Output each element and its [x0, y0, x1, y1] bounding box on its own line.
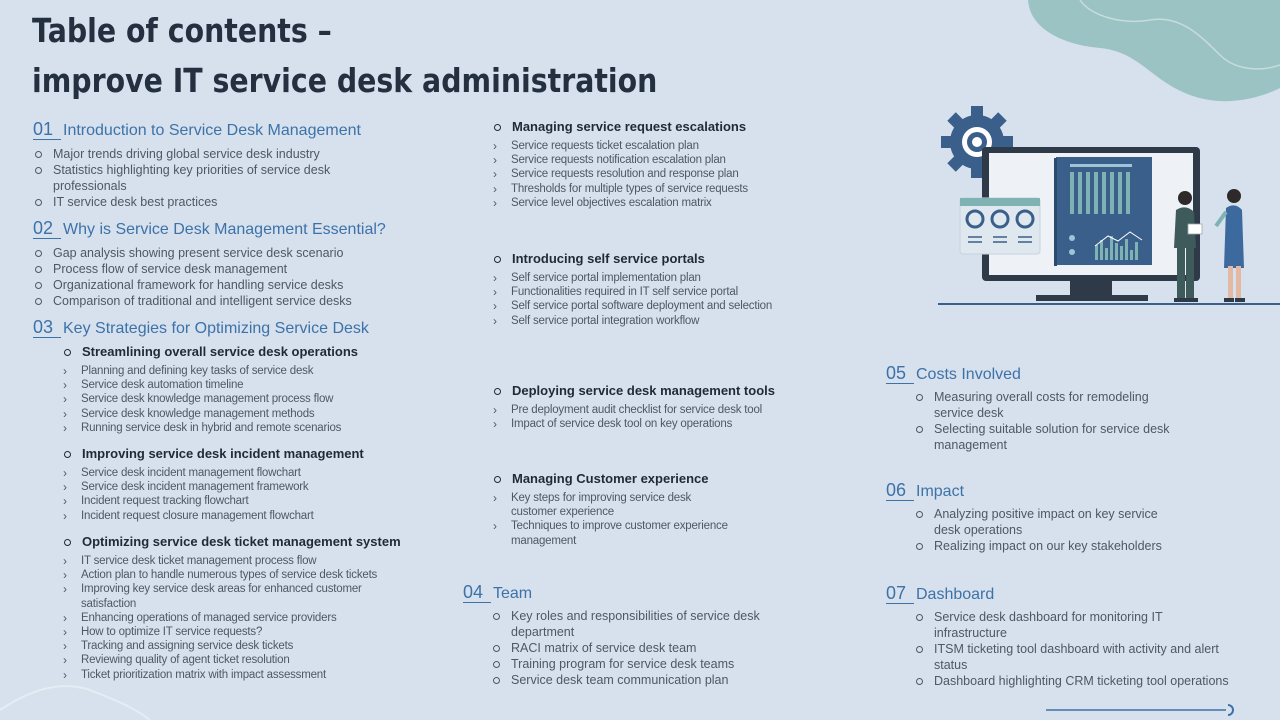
section-items: [914, 389, 1204, 453]
title-line-2: improve IT service desk administration: [32, 61, 658, 100]
subsection-tools: [492, 382, 822, 431]
subsection-heading: Deploying service desk management tools: [492, 382, 822, 400]
section-number: 02: [33, 219, 61, 239]
list-item: Key roles and responsibilities of service desk department: [491, 608, 761, 640]
section-header: [886, 364, 1266, 384]
section-title: Impact: [916, 483, 965, 500]
subsection-items: [62, 554, 412, 682]
list-item: › IT service desk ticket management process flow: [62, 554, 412, 568]
subsection-heading: Streamlining overall service desk operations: [62, 343, 442, 361]
list-item: › Service desk incident management framework: [62, 480, 442, 494]
list-item: › Service requests ticket escalation plan: [492, 139, 822, 153]
section-title: Costs Involved: [916, 366, 1021, 383]
list-item: Service desk team communication plan: [491, 672, 761, 688]
subsection-items: [492, 403, 822, 431]
list-item: Process flow of service desk management: [33, 261, 433, 277]
list-item: › Self service portal implementation plan: [492, 271, 792, 285]
section-header: [33, 120, 453, 140]
section-header: [463, 583, 793, 603]
list-item: Statistics highlighting key priorities of service desk professionals: [33, 162, 363, 194]
subsection-items: [62, 364, 442, 435]
subsection-items: [492, 271, 792, 328]
list-item: › Enhancing operations of managed service providers: [62, 611, 412, 625]
list-item: › Service desk automation timeline: [62, 378, 442, 392]
subsection-heading: Managing Customer experience: [492, 470, 822, 488]
section-number: 07: [886, 584, 914, 604]
list-item: › Incident request closure management flowchart: [62, 509, 442, 523]
list-item: › Running service desk in hybrid and remote scenarios: [62, 421, 442, 435]
subsection-items: [492, 491, 732, 548]
list-item: › Service desk knowledge management process flow: [62, 392, 442, 406]
subsection-streamlining: [62, 343, 442, 435]
list-item: Gap analysis showing present service desk scenario: [33, 245, 433, 261]
section-header: [33, 318, 453, 338]
subsection-heading: Introducing self service portals: [492, 250, 822, 268]
section-title: Team: [493, 585, 533, 602]
section-01: [33, 120, 453, 210]
list-item: › Reviewing quality of agent ticket resolution: [62, 653, 412, 667]
list-item: › How to optimize IT service requests?: [62, 625, 412, 639]
section-items: [914, 506, 1214, 554]
list-item: › Self service portal software deployment and selection: [492, 299, 792, 313]
list-item: › Action plan to handle numerous types of service desk tickets: [62, 568, 412, 582]
widget-card-icon: [960, 198, 1040, 254]
decorative-wave-blob: [1020, 0, 1280, 105]
list-item: Service desk dashboard for monitoring IT infrastructure: [914, 609, 1199, 641]
section-header: [886, 584, 1266, 604]
list-item: › Service requests notification escalation plan: [492, 153, 822, 167]
list-item: Comparison of traditional and intelligent service desks: [33, 293, 433, 309]
section-07: [886, 584, 1266, 689]
subsection-self-service: [492, 250, 822, 328]
subsection-heading: Optimizing service desk ticket management system: [62, 533, 442, 551]
list-item: › Service desk incident management flowchart: [62, 466, 442, 480]
section-number: 05: [886, 364, 914, 384]
section-05: [886, 364, 1266, 453]
list-item: › Functionalities required in IT self service portal: [492, 285, 792, 299]
subsection-escalations: [492, 118, 822, 210]
list-item: Realizing impact on our key stakeholders: [914, 538, 1214, 554]
list-item: › Tracking and assigning service desk tickets: [62, 639, 412, 653]
progress-line-decor: [1040, 702, 1240, 718]
list-item: IT service desk best practices: [33, 194, 363, 210]
list-item: Analyzing positive impact on key service desk operations: [914, 506, 1169, 538]
section-header: [33, 219, 453, 239]
title-line-1: Table of contents –: [32, 11, 332, 50]
section-06: [886, 481, 1266, 554]
list-item: ITSM ticketing tool dashboard with activity and alert status: [914, 641, 1244, 673]
section-number: 01: [33, 120, 61, 140]
list-item: › Incident request tracking flowchart: [62, 494, 442, 508]
list-item: Training program for service desk teams: [491, 656, 761, 672]
page-title: [32, 6, 759, 106]
section-03: [33, 318, 453, 338]
subsection-items: [62, 466, 442, 523]
section-title: Dashboard: [916, 586, 995, 603]
section-items: [33, 146, 363, 210]
section-number: 06: [886, 481, 914, 501]
list-item: › Thresholds for multiple types of service requests: [492, 182, 822, 196]
woman-figure-right: [1216, 189, 1245, 302]
list-item: Major trends driving global service desk industry: [33, 146, 363, 162]
list-item: › Service level objectives escalation matrix: [492, 196, 822, 210]
list-item: RACI matrix of service desk team: [491, 640, 761, 656]
section-header: [886, 481, 1266, 501]
subsection-incident: [62, 445, 442, 523]
section-title: Why is Service Desk Management Essential?: [63, 221, 386, 238]
list-item: › Planning and defining key tasks of service desk: [62, 364, 442, 378]
subsection-items: [492, 139, 822, 210]
section-title: Key Strategies for Optimizing Service Desk: [63, 320, 369, 337]
decorative-wave-line: [0, 680, 150, 720]
list-item: › Techniques to improve customer experience management: [492, 519, 732, 547]
list-item: Selecting suitable solution for service desk management: [914, 421, 1204, 453]
list-item: Organizational framework for handling service desks: [33, 277, 433, 293]
subsection-customer-experience: [492, 470, 822, 548]
list-item: › Service desk knowledge management methods: [62, 407, 442, 421]
subsection-heading: Managing service request escalations: [492, 118, 822, 136]
list-item: › Service requests resolution and response plan: [492, 167, 822, 181]
section-04: [463, 583, 793, 688]
section-number: 03: [33, 318, 61, 338]
section-items: [491, 608, 761, 688]
list-item: › Improving key service desk areas for enhanced customer satisfaction: [62, 582, 412, 610]
list-item: › Impact of service desk tool on key operations: [492, 417, 822, 431]
list-item: › Pre deployment audit checklist for service desk tool: [492, 403, 822, 417]
section-items: [33, 245, 433, 309]
list-item: Measuring overall costs for remodeling service desk: [914, 389, 1169, 421]
section-title: Introduction to Service Desk Management: [63, 122, 361, 139]
section-02: [33, 219, 453, 309]
illustration-monitor-team: [930, 100, 1280, 310]
subsection-ticket: [62, 533, 442, 682]
list-item: › Ticket prioritization matrix with impact assessment: [62, 668, 412, 682]
section-items: [914, 609, 1254, 689]
list-item: › Self service portal integration workflow: [492, 314, 792, 328]
list-item: Dashboard highlighting CRM ticketing tool operations: [914, 673, 1254, 689]
list-item: › Key steps for improving service desk customer experience: [492, 491, 732, 519]
subsection-heading: Improving service desk incident management: [62, 445, 442, 463]
section-number: 04: [463, 583, 491, 603]
